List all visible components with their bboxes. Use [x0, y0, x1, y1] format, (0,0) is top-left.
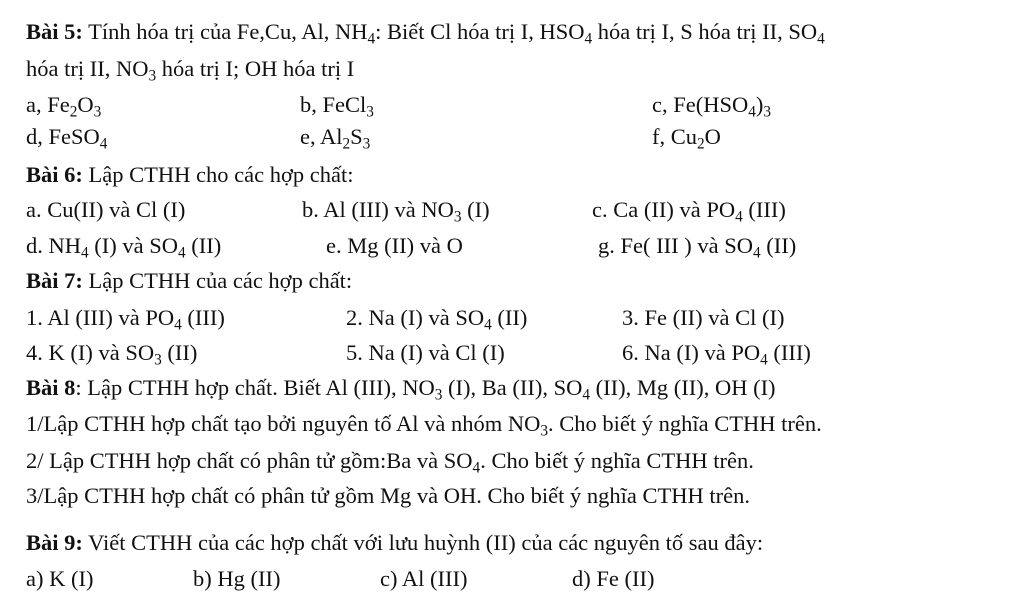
bai6-g: g. Fe( III ) và $SO_4$ (II): [598, 233, 797, 262]
bai6-c: c. Ca (II) và $PO_4$ (III): [592, 197, 786, 226]
bai8-question-2: 2/ Lập CTHH hợp chất có phân tử gồm:Ba và $SO_4$. Cho biết ý nghĩa CTHH trên.: [26, 448, 754, 477]
bai7-item-1: 1. Al (III) và $PO_4$ (III): [26, 305, 225, 334]
bai5-item-f: f, $Cu_2O$: [652, 124, 721, 153]
bai6-title: Bài 6:: [26, 162, 83, 187]
bai7-item-2: 2. Na (I) và $SO_4$ (II): [346, 305, 528, 334]
bai5-item-b: b, FeCl$_3$: [300, 92, 374, 121]
bai9-heading: Bài 9: Viết CTHH của các hợp chất với lưu huỳnh (II) của các nguyên tố sau đây:: [26, 530, 764, 555]
bai9-a: a) K (I): [26, 566, 94, 591]
bai9-d: d) Fe (II): [572, 566, 655, 591]
bai9-b: b) Hg (II): [193, 566, 281, 591]
bai6-heading: Bài 6: Lập CTHH cho các hợp chất:: [26, 162, 354, 187]
bai8-question-3: 3/Lập CTHH hợp chất có phân tử gồm Mg và OH. Cho biết ý nghĩa CTHH trên.: [26, 483, 750, 508]
bai5-title: Bài 5:: [26, 19, 83, 44]
bai7-item-6: 6. Na (I) và $PO_4$ (III): [622, 340, 811, 369]
bai5-item-e: e, $Al_2S_3$: [300, 124, 371, 153]
bai7-item-4: 4. K (I) và $SO_3$ (II): [26, 340, 198, 369]
bai6-e: e. Mg (II) và O: [326, 233, 463, 258]
bai8-title: Bài 8: [26, 375, 76, 400]
bai7-item-5: 5. Na (I) và Cl (I): [346, 340, 505, 365]
bai8-heading: Bài 8: Lập CTHH hợp chất. Biết Al (III), $NO_3$ (I), Ba (II), $SO_4$ (II), Mg (II), OH (I): [26, 375, 776, 404]
bai6-d: d. $NH_4$ (I) và $SO_4$ (II): [26, 233, 222, 262]
bai5-item-c: c, $Fe(HSO_4)_3$: [652, 92, 772, 121]
bai7-title: Bài 7:: [26, 268, 83, 293]
bai5-item-a: a, $Fe_2O_3$: [26, 92, 102, 121]
bai6-b: b. Al (III) và $NO_3$ (I): [302, 197, 490, 226]
bai5-line1: Bài 5: Tính hóa trị của Fe,Cu, Al, $NH_4$: Biết Cl hóa trị I, $HSO_4$ hóa trị I, S hóa trị II, $SO_4$: [26, 19, 825, 48]
bai9-c: c) Al (III): [380, 566, 468, 591]
bai7-heading: Bài 7: Lập CTHH của các hợp chất:: [26, 268, 353, 293]
bai6-a: a. Cu(II) và Cl (I): [26, 197, 186, 222]
bai5-item-d: d, FeSO$_4$: [26, 124, 108, 153]
bai9-title: Bài 9:: [26, 530, 83, 555]
bai5-line2: hóa trị II, $NO_3$ hóa trị I; OH hóa trị I: [26, 56, 355, 85]
bai7-item-3: 3. Fe (II) và Cl (I): [622, 305, 785, 330]
bai8-question-1: 1/Lập CTHH hợp chất tạo bởi nguyên tố Al và nhóm $NO_3$. Cho biết ý nghĩa CTHH trên.: [26, 411, 822, 440]
